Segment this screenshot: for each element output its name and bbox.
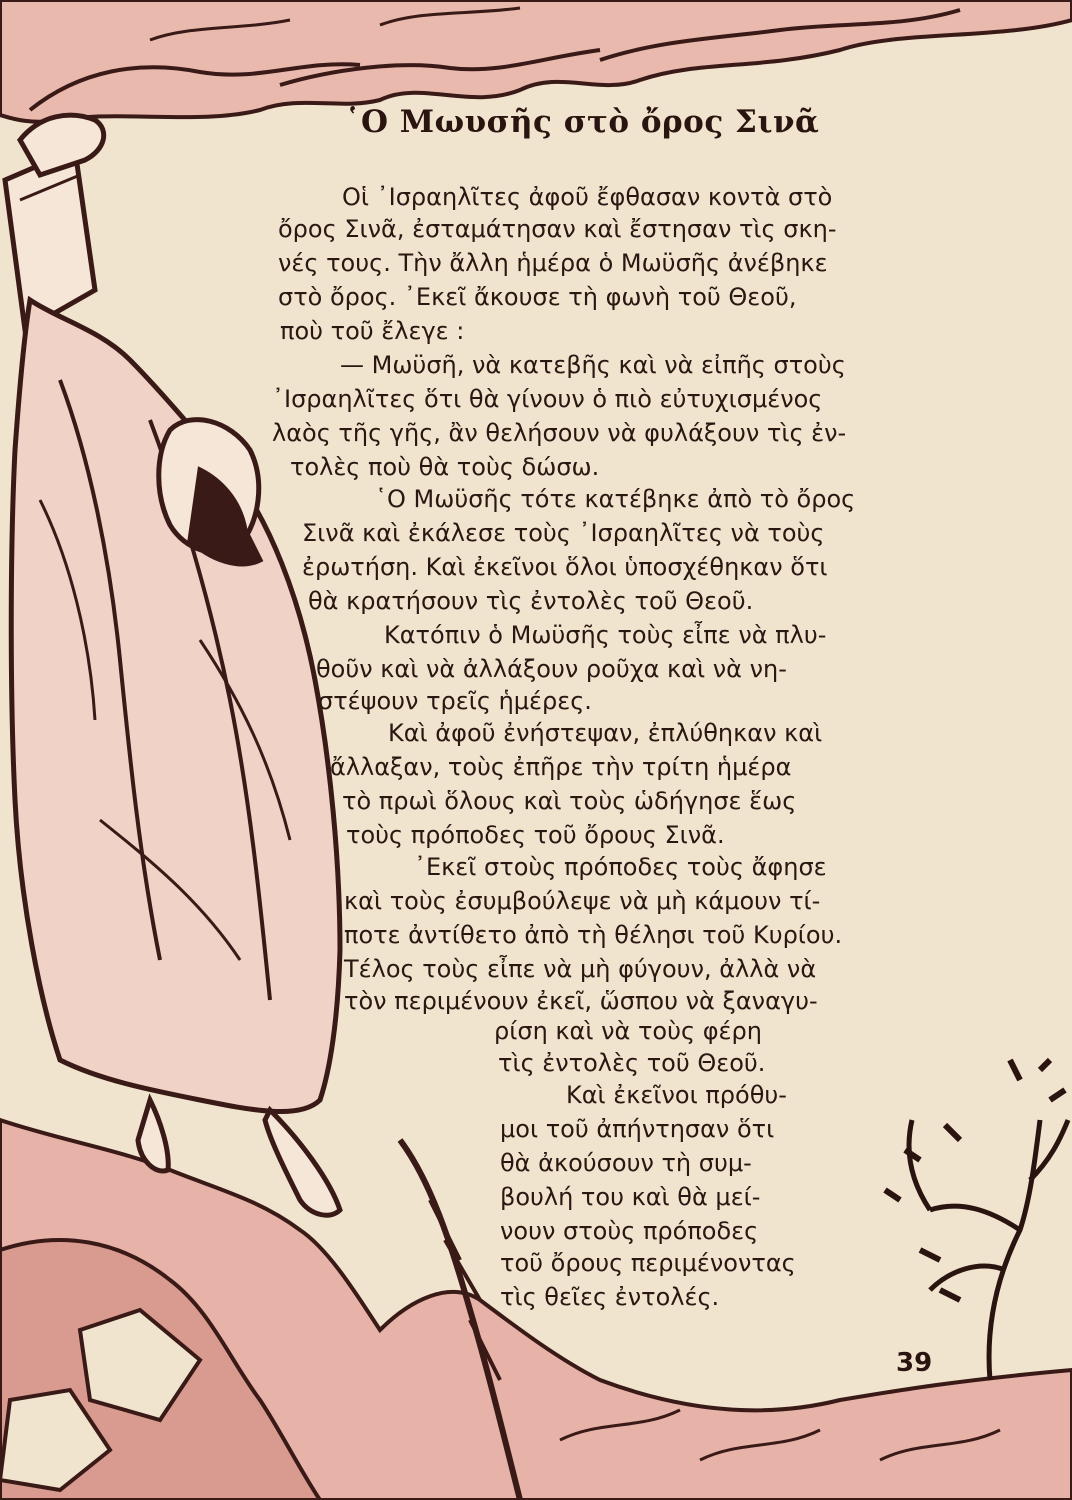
text-line: ρίση καὶ νὰ τοὺς φέρη <box>494 1017 762 1045</box>
text-line: νές τους. Τὴν ἄλλη ἡμέρα ὁ Μωϋσῆς ἀνέβηκε <box>278 249 828 277</box>
text-line: ἄλλαξαν, τοὺς ἐπῆρε τὴν τρίτη ἡμέρα <box>330 753 792 781</box>
moses-figure-icon <box>5 115 340 1215</box>
text-line: θὰ ἀκούσουν τὴ συμ- <box>500 1149 752 1177</box>
text-line: ῾Ο Μωϋσῆς τότε κατέβηκε ἀπὸ τὸ ὄρος <box>375 485 856 513</box>
text-line: ὄρος Σινᾶ, ἐσταμάτησαν καὶ ἔστησαν τὶς σκη- <box>278 215 837 243</box>
text-line: ᾿Εκεῖ στοὺς πρόποδες τοὺς ἄφησε <box>414 853 827 881</box>
text-line: τὶς ἐντολὲς τοῦ Θεοῦ. <box>498 1049 766 1077</box>
tree-icon <box>885 1060 1068 1380</box>
text-line: ποτε ἀντίθετο ἀπὸ τὴ θέλησι τοῦ Κυρίου. <box>344 921 843 949</box>
text-line: στὸ ὄρος. ᾿Εκεῖ ἄκουσε τὴ φωνὴ τοῦ Θεοῦ, <box>278 283 797 311</box>
text-line: τοὺς πρόποδες τοῦ ὄρους Σινᾶ. <box>346 821 725 849</box>
text-line: τολὲς ποὺ θὰ τοὺς δώσω. <box>290 453 600 481</box>
text-line: τὶς θεῖες ἐντολές. <box>500 1283 720 1311</box>
text-line: θοῦν καὶ νὰ ἀλλάξουν ροῦχα καὶ νὰ νη- <box>316 655 787 683</box>
text-line: Σινᾶ καὶ ἐκάλεσε τοὺς ᾿Ισραηλῖτες νὰ τοὺς <box>302 519 825 547</box>
text-line: λαὸς τῆς γῆς, ἂν θελήσουν νὰ φυλάξουν τὶς ἐν- <box>272 419 847 447</box>
text-line: τοῦ ὄρους περιμένοντας <box>500 1249 796 1277</box>
text-line: βουλή του καὶ θὰ μεί- <box>500 1183 761 1211</box>
text-line: θὰ κρατήσουν τὶς ἐντολὲς τοῦ Θεοῦ. <box>308 587 754 615</box>
text-line: Καὶ ἐκεῖνοι πρόθυ- <box>566 1081 787 1109</box>
text-line: Οἱ ᾿Ισραηλῖτες ἀφοῦ ἔφθασαν κοντὰ στὸ <box>342 183 833 211</box>
text-line: — Μωϋσῆ, νὰ κατεβῆς καὶ νὰ εἰπῆς στοὺς <box>340 351 846 379</box>
text-line: ἐρωτήση. Καὶ ἐκεῖνοι ὅλοι ὑποσχέθηκαν ὅτι <box>302 553 828 581</box>
text-line: ποὺ τοῦ ἔλεγε : <box>280 317 465 345</box>
text-line: Καὶ ἀφοῦ ἐνήστεψαν, ἐπλύθηκαν καὶ <box>388 719 823 747</box>
text-line: τὸ πρωὶ ὅλους καὶ τοὺς ὡδήγησε ἕως <box>342 787 797 815</box>
text-line: Τέλος τοὺς εἶπε νὰ μὴ φύγουν, ἀλλὰ νὰ <box>344 955 817 983</box>
text-line: ᾿Ισραηλῖτες ὅτι θὰ γίνουν ὁ πιὸ εὐτυχισμένος <box>272 385 823 413</box>
text-line: νουν στοὺς πρόποδες <box>500 1217 759 1245</box>
text-line: καὶ τοὺς ἐσυμβούλεψε νὰ μὴ κάμουν τί- <box>344 887 821 915</box>
text-line: στέψουν τρεῖς ἡμέρες. <box>318 687 592 715</box>
text-line: μοι τοῦ ἀπήντησαν ὅτι <box>500 1115 775 1143</box>
page-title: ῾Ο Μωυσῆς στὸ ὄρος Σινᾶ <box>345 104 820 140</box>
text-line: Κατόπιν ὁ Μωϋσῆς τοὺς εἶπε νὰ πλυ- <box>384 621 827 649</box>
text-line: τὸν περιμένουν ἐκεῖ, ὥσπου νὰ ξαναγυ- <box>344 987 818 1015</box>
page-number: 39 <box>896 1348 933 1378</box>
